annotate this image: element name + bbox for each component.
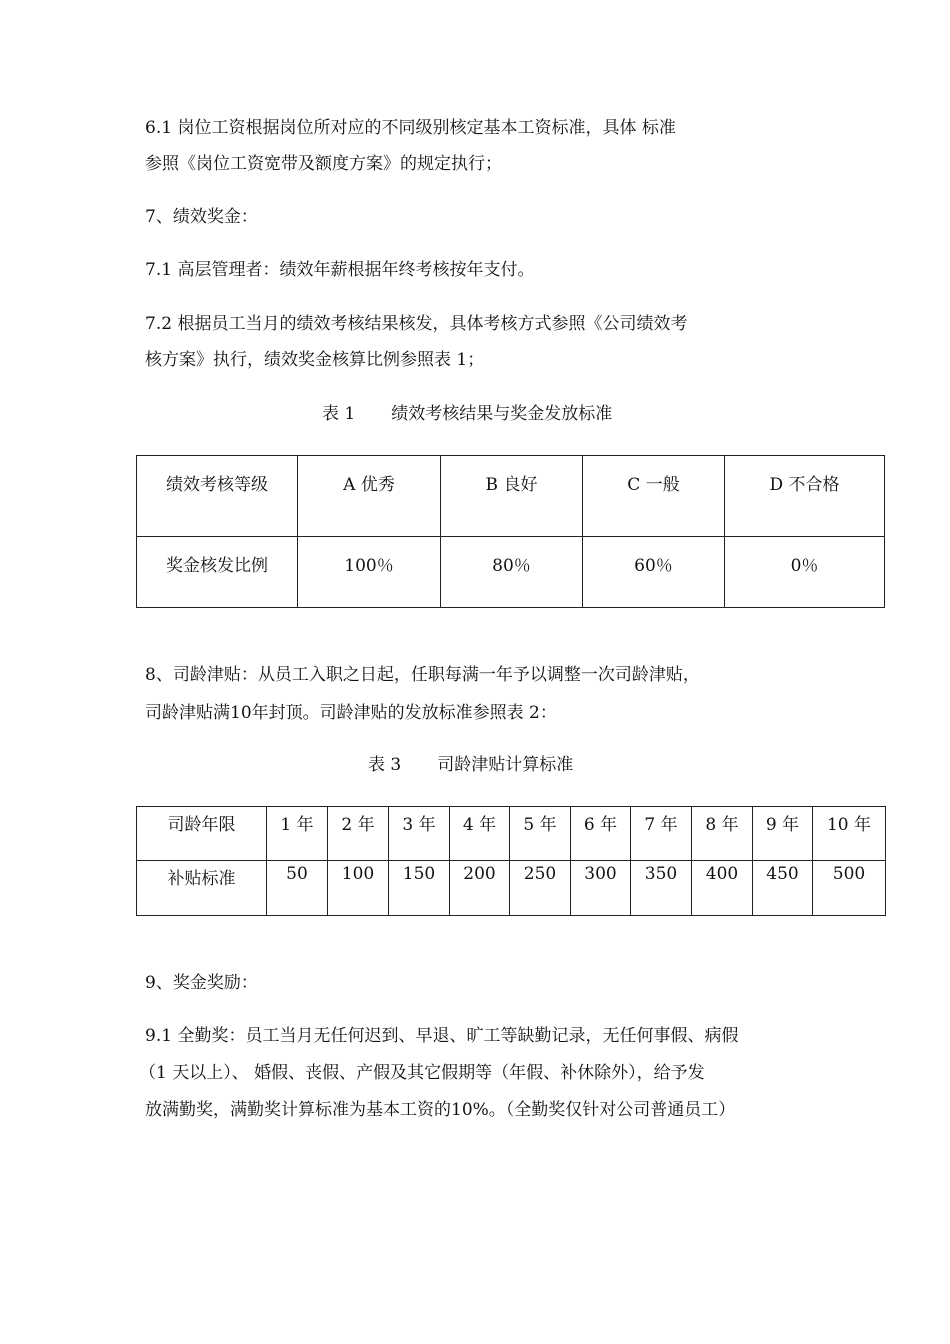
table-row	[137, 537, 885, 608]
table-cell: 450	[753, 861, 813, 916]
table-cell: 绩效考核等级	[137, 456, 298, 537]
paragraph-8-line-1: 8、司龄津贴：从员工入职之日起，任职每满一年予以调整一次司龄津贴，	[145, 665, 700, 685]
table-2-caption	[368, 754, 573, 776]
table-cell: 奖金核发比例	[137, 537, 298, 608]
table-row	[137, 861, 886, 916]
section-7-heading: 7、绩效奖金：	[145, 207, 258, 227]
table-row	[137, 456, 885, 537]
table-cell: 50	[267, 861, 328, 916]
table-cell: 10 年	[813, 807, 886, 861]
table-1-caption-number: 表 1	[322, 404, 356, 424]
table-cell: 150	[389, 861, 450, 916]
table-cell: 3 年	[389, 807, 450, 861]
table-cell: C 一般	[583, 456, 725, 537]
table-cell: 司龄年限	[137, 807, 267, 861]
paragraph-9-1-line-3: 放满勤奖，满勤奖计算标准为基本工资的10%。（全勤奖仅针对公司普通员工）	[145, 1100, 736, 1120]
table-2-caption-title: 司龄津贴计算标准	[437, 755, 574, 775]
table-cell: 5 年	[510, 807, 571, 861]
table-cell: 400	[692, 861, 753, 916]
table-cell: 60％	[583, 537, 725, 608]
table-cell: 200	[450, 861, 510, 916]
table-cell: 2 年	[328, 807, 389, 861]
table-cell: A 优秀	[298, 456, 441, 537]
paragraph-6-1-line-2: 参照《岗位工资宽带及额度方案》的规定执行；	[145, 154, 502, 174]
table-cell: 100	[328, 861, 389, 916]
seniority-allowance-table	[136, 806, 886, 916]
table-cell: 80％	[441, 537, 583, 608]
table-cell: 8 年	[692, 807, 753, 861]
table-cell: 补贴标准	[137, 861, 267, 916]
table-cell: 9 年	[753, 807, 813, 861]
table-2-caption-number: 表 3	[368, 755, 402, 775]
table-cell: 4 年	[450, 807, 510, 861]
paragraph-7-2-line-1: 7.2 根据员工当月的绩效考核结果核发，具体考核方式参照《公司绩效考	[145, 314, 688, 334]
paragraph-6-1-line-1: 6.1 岗位工资根据岗位所对应的不同级别核定基本工资标准，具体 标准	[145, 118, 676, 138]
table-row	[137, 807, 886, 861]
table-cell: 300	[571, 861, 631, 916]
table-cell: 250	[510, 861, 571, 916]
table-cell: 7 年	[631, 807, 692, 861]
bonus-ratio-table	[136, 455, 885, 608]
paragraph-9-1-line-1: 9.1 全勤奖：员工当月无任何迟到、早退、旷工等缺勤记录，无任何事假、病假	[145, 1026, 739, 1046]
table-cell: D 不合格	[725, 456, 885, 537]
table-cell: 0％	[725, 537, 885, 608]
table-cell: 500	[813, 861, 886, 916]
table-cell: 1 年	[267, 807, 328, 861]
table-cell: 350	[631, 861, 692, 916]
table-cell: 100％	[298, 537, 441, 608]
paragraph-9-1-line-2: （1 天以上）、 婚假、丧假、产假及其它假期等（年假、补休除外），给予发	[139, 1063, 705, 1083]
paragraph-8-line-2: 司龄津贴满10年封顶。司龄津贴的发放标准参照表 2：	[145, 703, 557, 723]
table-1-caption	[322, 403, 612, 425]
table-cell: B 良好	[441, 456, 583, 537]
table-cell: 6 年	[571, 807, 631, 861]
section-9-heading: 9、奖金奖励：	[145, 973, 258, 993]
paragraph-7-1: 7.1 高层管理者：绩效年薪根据年终考核按年支付。	[145, 260, 535, 280]
table-1-caption-title: 绩效考核结果与奖金发放标准	[391, 404, 613, 424]
paragraph-7-2-line-2: 核方案》执行，绩效奖金核算比例参照表 1；	[145, 350, 485, 370]
